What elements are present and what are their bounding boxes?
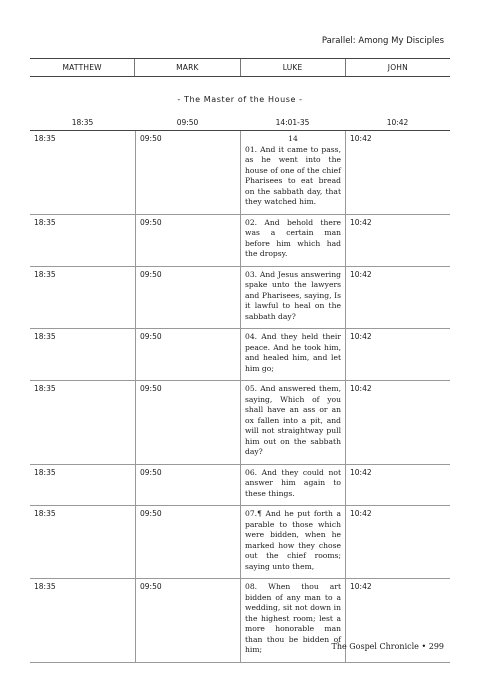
mark-cell: 09:50 (135, 215, 240, 266)
john-cell: 10:42 (345, 579, 450, 662)
mark-cell: 09:50 (135, 579, 240, 662)
verse-text: 01. And it came to pass, as he went into the house of one of the chief Pharisees to eat bread on the sabbath day, that they watched him. (245, 144, 341, 206)
ref-john: 10:42 (386, 118, 409, 127)
section-title: - The Master of the House - (177, 95, 303, 104)
luke-cell: 04. And they held their peace. And he took him, and healed him, and let him go; (240, 329, 345, 380)
luke-cell (240, 131, 345, 214)
matthew-cell: 18:35 (34, 134, 56, 143)
mark-cell: 09:50 (135, 329, 240, 380)
luke-cell: 08. When thou art bidden of any man to a wedding, sit not down in the highest room; lest a more honorable man than thou be bidden of him; (240, 579, 345, 662)
matthew-cell: 18:35 (34, 509, 56, 518)
running-header: Parallel: Among My Disciples (321, 36, 444, 46)
mark-cell: 09:50 (135, 267, 240, 329)
matthew-cell: 18:35 (34, 467, 56, 477)
ref-matthew: 18:35 (71, 118, 94, 127)
mark-cell: 09:50 (135, 131, 240, 214)
page-footer: The Gospel Chronicle • 299 (331, 642, 444, 651)
table-row (30, 329, 450, 381)
gospel-header-matthew: MATTHEW (62, 63, 102, 72)
luke-cell: 02. And behold there was a certain man before him which had the dropsy. (240, 215, 345, 266)
matthew-cell: 18:35 (34, 582, 56, 591)
matthew-cell: 18:35 (34, 269, 56, 279)
matthew-cell: 18:35 (34, 332, 56, 341)
luke-cell: 05. And answered them, saying, Which of you shall have an ass or an ox fallen into a pit, and will not straightway pull him out on the sabbath day? (240, 381, 345, 464)
john-cell: 10:42 (345, 131, 450, 214)
luke-cell: 06. And they could not answer him again to these things. (240, 465, 345, 506)
gospel-header-luke: LUKE (240, 59, 345, 76)
john-cell: 10:42 (345, 215, 450, 266)
john-cell: 10:42 (345, 381, 450, 464)
john-cell: 10:42 (345, 465, 450, 506)
john-cell: 10:42 (345, 267, 450, 329)
john-cell: 10:42 (345, 506, 450, 578)
luke-cell: 03. And Jesus answering spake unto the lawyers and Pharisees, saying, Is it lawful to heal on the sabbath day? (240, 267, 345, 329)
chapter-number: 14 (288, 134, 298, 143)
table-row (30, 131, 450, 215)
verse-table (30, 130, 450, 663)
table-row (30, 506, 450, 579)
reference-row (30, 118, 450, 127)
matthew-cell: 18:35 (34, 384, 56, 393)
table-row (30, 215, 450, 267)
gospel-header-john: JOHN (345, 59, 450, 76)
matthew-cell: 18:35 (34, 217, 56, 227)
table-row (30, 381, 450, 465)
ref-mark: 09:50 (176, 118, 199, 127)
luke-cell: 07.¶ And he put forth a parable to those which were bidden, when he marked how they chose out the chief rooms; saying unto them, (240, 506, 345, 578)
ref-luke: 14:01-35 (275, 118, 310, 127)
gospel-header-mark: MARK (134, 59, 239, 76)
table-row (30, 267, 450, 330)
mark-cell: 09:50 (135, 465, 240, 506)
john-cell: 10:42 (345, 329, 450, 380)
mark-cell: 09:50 (135, 381, 240, 464)
gospel-column-headers (30, 58, 450, 77)
table-row (30, 465, 450, 507)
mark-cell: 09:50 (135, 506, 240, 578)
